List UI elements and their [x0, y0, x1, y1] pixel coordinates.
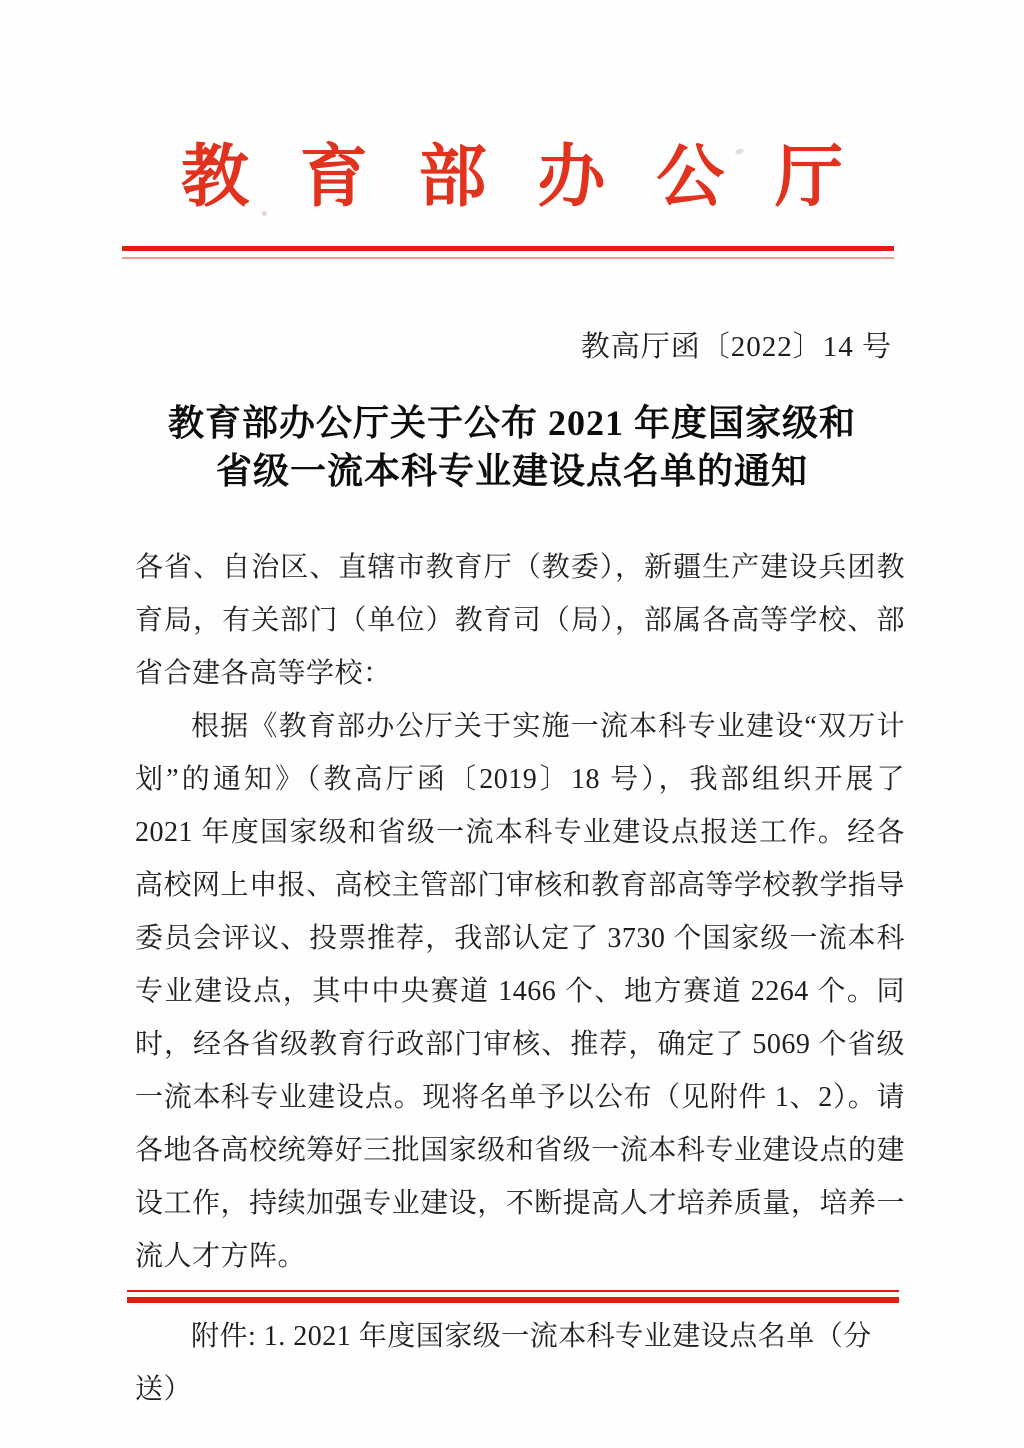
salutation-paragraph: 各省、自治区、直辖市教育厅（教委），新疆生产建设兵团教育局，有关部门（单位）教育司（局），部属各高等学校、部省合建各高等学校：: [135, 552, 905, 689]
document-title: [0, 399, 1024, 495]
document-body: [135, 541, 905, 1416]
divider-thin-line: [122, 257, 894, 259]
main-paragraph: 根据《教育部办公厅关于实施一流本科专业建设“双万计划”的通知》（教高厅函〔2019〕18 号），我部组织开展了 2021 年度国家级和省级一流本科专业建设点报送工作。经各高校网上申报、高校主管部门审核和教育部高等学校教学指导委员会评议、投票推荐，我部认定了 3730 个国家级一流本科专业建设点，其中中央赛道 1466 个、地方赛道 2264 个。同时，经各省级教育行政部门审核、推荐，确定了 5069 个省级一流本科专业建设点。现将名单予以公布（见附件 1、2）。请各地各高校统筹好三批国家级和省级一流本科专业建设点的建设工作，持续加强专业建设，不断提高人才培养质量，培养一流人才方阵。: [135, 711, 905, 1272]
footer-divider: [127, 1290, 899, 1303]
title-line-2: 省级一流本科专业建设点名单的通知: [215, 451, 808, 491]
attachment-line: 附件: 1. 2021 年度国家级一流本科专业建设点名单（分送）: [135, 1321, 872, 1405]
org-name-char: 公: [656, 139, 725, 215]
letterhead: [0, 140, 1024, 214]
scan-speck: [262, 211, 267, 216]
org-name-char: 部: [418, 139, 487, 215]
org-name-char: 育: [299, 139, 368, 215]
divider-thick-line: [127, 1297, 899, 1303]
doc-number: 教高厅函〔2022〕14 号: [580, 331, 892, 363]
header-divider: [122, 246, 894, 259]
org-name-char: 厅: [774, 139, 843, 215]
divider-thick-line: [122, 246, 894, 251]
divider-thin-line: [127, 1290, 899, 1292]
title-line-1: 教育部办公厅关于公布 2021 年度国家级和: [167, 403, 856, 443]
org-name-char: 办: [537, 139, 606, 215]
org-name-char: 教: [181, 139, 250, 215]
